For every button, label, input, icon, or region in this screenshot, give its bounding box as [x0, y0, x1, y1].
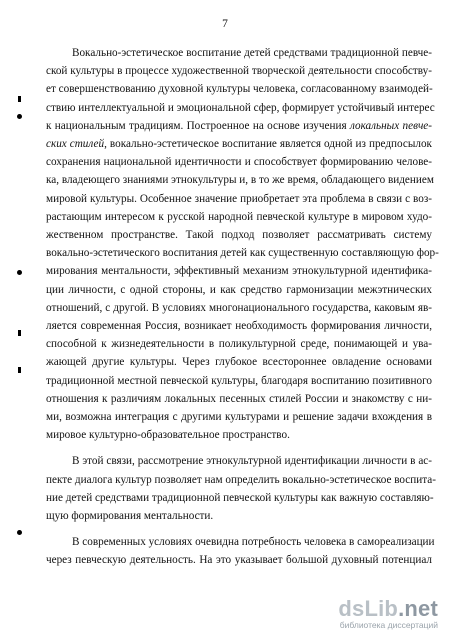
watermark-logo — [328, 596, 438, 632]
margin-mark-icon — [18, 330, 21, 336]
text-line: растающим интересом к русской народной певческой культуре в мировом худо- — [46, 210, 432, 223]
text-line: ние детей средствами традиционной певческой культуры как важную составляю- — [46, 491, 434, 504]
body-text — [46, 44, 439, 570]
text-line: ской культуры в процессе художественной творческой деятельности способству- — [46, 65, 432, 78]
text-line: через певческую деятельность. На это указывает большой духовный потенциал — [46, 554, 432, 567]
watermark-brand: dsLib.net — [338, 596, 438, 621]
text-line: мировой культуры. Особенное значение приобретает эта проблема в связи с воз- — [46, 192, 432, 205]
hole-punch-icon — [17, 530, 22, 535]
text-line: способной к жизнедеятельности в поликультурной среде, понимающей и ува- — [46, 338, 432, 351]
text-line: ствию интеллектуальной и эмоциональной сфер, формирует устойчивый интерес — [46, 101, 435, 114]
text-line: ет совершенствованию духовной культуры человека, согласованному взаимодей- — [46, 83, 433, 96]
margin-mark-icon — [18, 96, 21, 102]
text-line: ских стилей, вокально-эстетическое воспитание является одной из предпосылок — [46, 138, 432, 151]
text-line: ми, возможна интеграция с другими культурами и решение задачи вхождения в — [46, 411, 432, 424]
text-line: В этой связи, рассмотрение этнокультурной идентификации личности в ас- — [72, 455, 432, 468]
text-line: мировое культурно-образовательное пространство. — [46, 429, 290, 442]
text-line: отношений, с другой. В условиях многонационального государства, каковым яв- — [46, 301, 432, 314]
text-line: к национальным традициям. Построенное на основе изучения локальных певче- — [46, 119, 432, 132]
hole-punch-icon — [17, 114, 22, 119]
text-line: сохранения национальной идентичности и способствует формированию челове- — [46, 156, 432, 169]
text-line: пекте диалога культур позволяет нам определить вокально-эстетическое воспита- — [46, 473, 436, 486]
text-line: ции личности, с одной стороны, и как средство гармонизации межэтнических — [46, 283, 432, 296]
text-line: жающей другие культуры. Через глубокое всестороннее овладение основами — [46, 356, 432, 369]
text-line: жественном пространстве. Такой подход позволяет рассматривать систему — [46, 229, 432, 242]
text-line: ляется современная Россия, возникает необходимость формирования личности, — [46, 320, 432, 333]
text-line: отношения к различиям локальных песенных стилей России и знакомству с ни- — [46, 392, 432, 405]
text-line: традиционной местной певческой культуры, благодаря воспитанию позитивного — [46, 374, 432, 387]
text-line: ка, владеющего знаниями этнокультуры и, в то же время, обладающего видением — [46, 174, 434, 187]
hole-punch-icon — [17, 270, 22, 275]
text-line: щую формирования ментальности. — [46, 510, 214, 523]
margin-mark-icon — [18, 367, 21, 373]
watermark-subtitle: библиотека диссертаций — [339, 620, 438, 630]
text-line: мирования ментальности, эффективный механизм этнокультурной идентифика- — [46, 265, 432, 278]
text-line: вокально-эстетического воспитания детей как существенную составляющую фор- — [46, 247, 439, 260]
page-number: 7 — [222, 18, 228, 30]
text-line: В современных условиях очевидна потребность человека в самореализации — [72, 536, 435, 549]
text-line: Вокально-эстетическое воспитание детей средствами традиционной певче- — [72, 47, 432, 59]
